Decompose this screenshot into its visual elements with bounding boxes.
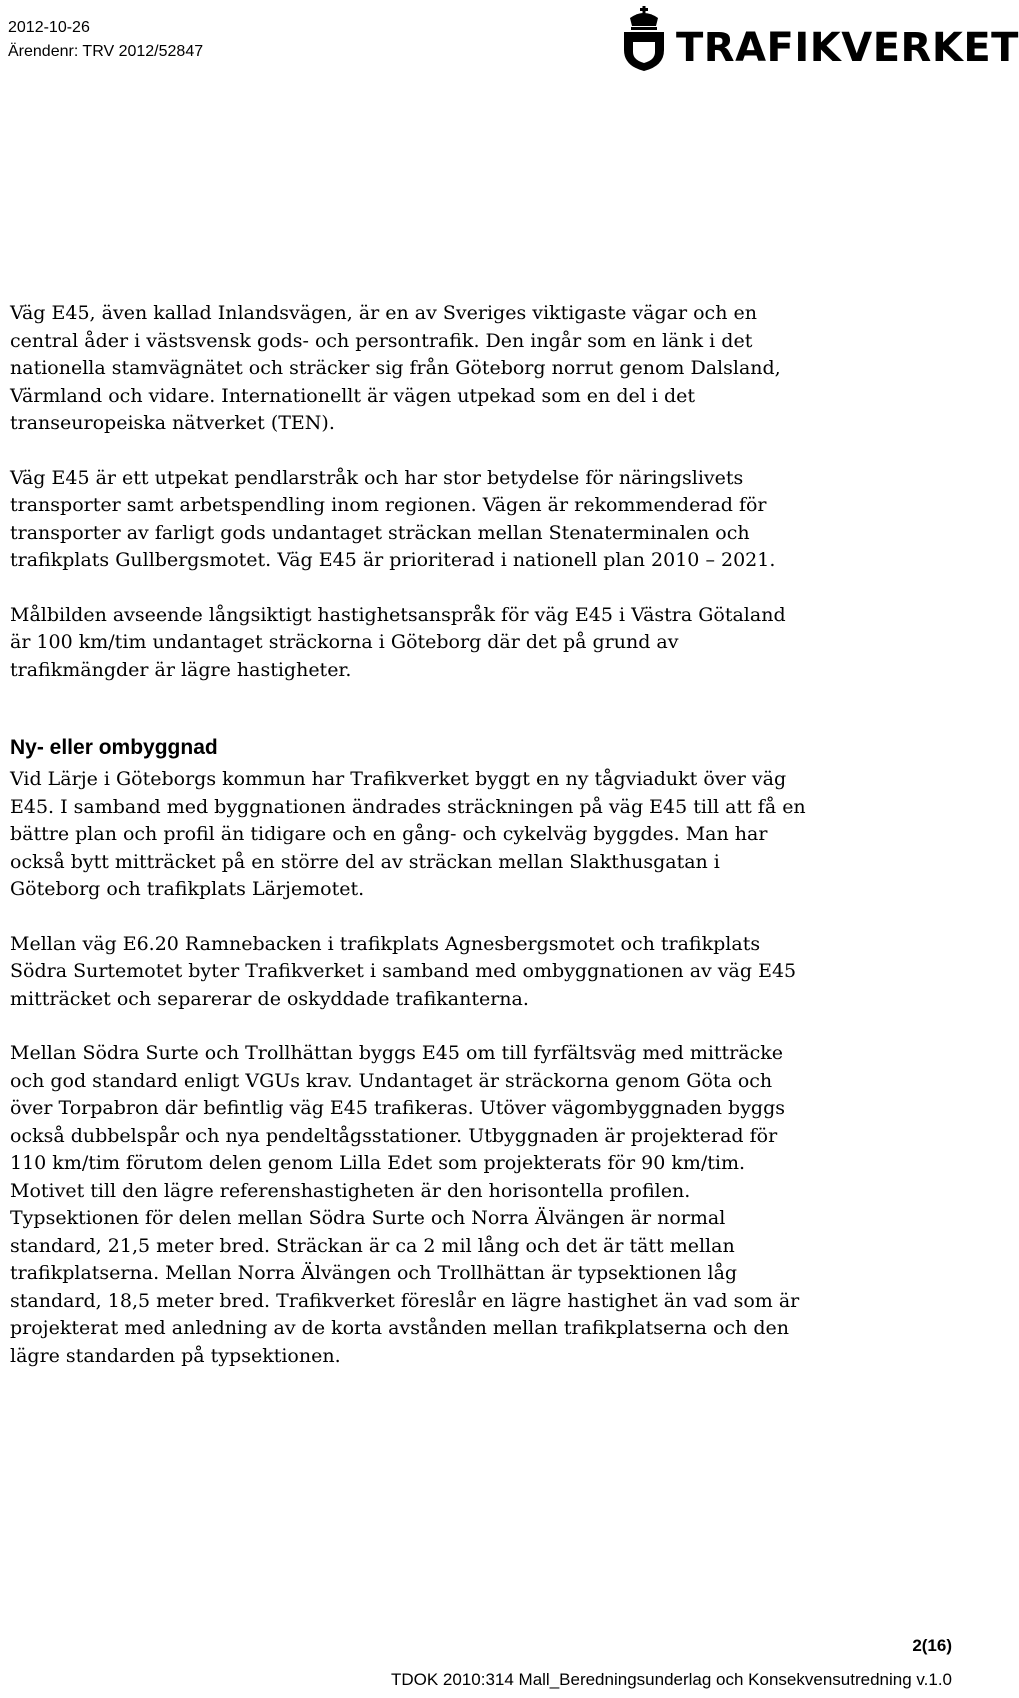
- paragraph-target-speed: Målbilden avseende långsiktigt hastighetsanspråk för väg E45 i Västra Götaland är 100 km/tim undantaget sträckorna i Göteborg där det på grund av trafikmängder är lägre hastigheter.: [10, 603, 786, 681]
- document-body: [10, 300, 810, 1397]
- paragraph-surte-trollhattan: Mellan Södra Surte och Trollhättan byggs E45 om till fyrfältsväg med mitträcke och god standard enligt VGUs krav. Undantaget är sträckorna genom Göta och över Torpabron där befintlig väg E45 trafikeras. Utöver vägombyggnaden byggs också dubbelspår och nya pendeltågsstationer. Utbyggnaden är projekterad för 110 km/tim förutom delen genom Lilla Edet som projekterats för 90 km/tim. Motivet till den lägre referenshastigheten är den horisontella profilen.: [10, 1042, 786, 1202]
- paragraph-ramnebacken: Mellan väg E6.20 Ramnebacken i trafikplats Agnesbergsmotet och trafikplats Södra Surtemotet byter Trafikverket i samband med ombyggnationen av väg E45 mitträcket och separerar de oskyddade trafikanterna.: [10, 932, 797, 1010]
- page-number: 2(16): [912, 1636, 952, 1655]
- paragraph-larje: Vid Lärje i Göteborgs kommun har Trafikverket byggt en ny tågviadukt över väg E45. I samband med byggnationen ändrades sträckningen på väg E45 till att få en bättre plan och profil än tidigare och en gång- och cykelväg byggdes. Man har också bytt mitträcket på en större del av sträckan mellan Slakthusgatan i Göteborg och trafikplats Lärjemotet.: [10, 768, 806, 900]
- paragraph-commuter-route: Väg E45 är ett utpekat pendlarstråk och har stor betydelse för näringslivets transporter samt arbetspendling inom regionen. Vägen är rekommenderad för transporter av farligt gods undantaget sträckan mellan Stenaterminalen och trafikplats Gullbergsmotet. Väg E45 är prioriterad i nationell plan 2010 – 2021.: [10, 466, 776, 571]
- trafikverket-logo: [620, 4, 1019, 74]
- crown-crest-icon: [620, 6, 668, 72]
- section-heading: Ny- eller ombyggnad: [10, 736, 218, 759]
- case-number: Ärendenr: TRV 2012/52847: [8, 43, 204, 60]
- logo-wordmark: TRAFIKVERKET: [676, 25, 1019, 71]
- template-name: TDOK 2010:314 Mall_Beredningsunderlag och Konsekvensutredning v.1.0: [390, 1670, 952, 1689]
- document-date: 2012-10-26: [8, 19, 90, 36]
- paragraph-cross-section: Typsektionen för delen mellan Södra Surte och Norra Älvängen är normal standard, 21,5 meter bred. Sträckan är ca 2 mil lång och det är tätt mellan trafikplatserna. Mellan Norra Älvängen och Trollhättan är typsektionen låg standard, 18,5 meter bred. Trafikverket föreslår en lägre hastighet än vad som är projekterat med anledning av de korta avstånden mellan trafikplatserna och den lägre standarden på typsektionen.: [10, 1207, 800, 1367]
- document-header: [8, 16, 203, 64]
- paragraph-intro: Väg E45, även kallad Inlandsvägen, är en av Sveriges viktigaste vägar och en central åder i västsvensk gods- och persontrafik. Den ingår som en länk i det nationella stamvägnätet och sträcker sig från Göteborg norrut genom Dalsland, Värmland och vidare. Internationellt är vägen utpekad som en del i det transeuropeiska nätverket (TEN).: [10, 302, 781, 434]
